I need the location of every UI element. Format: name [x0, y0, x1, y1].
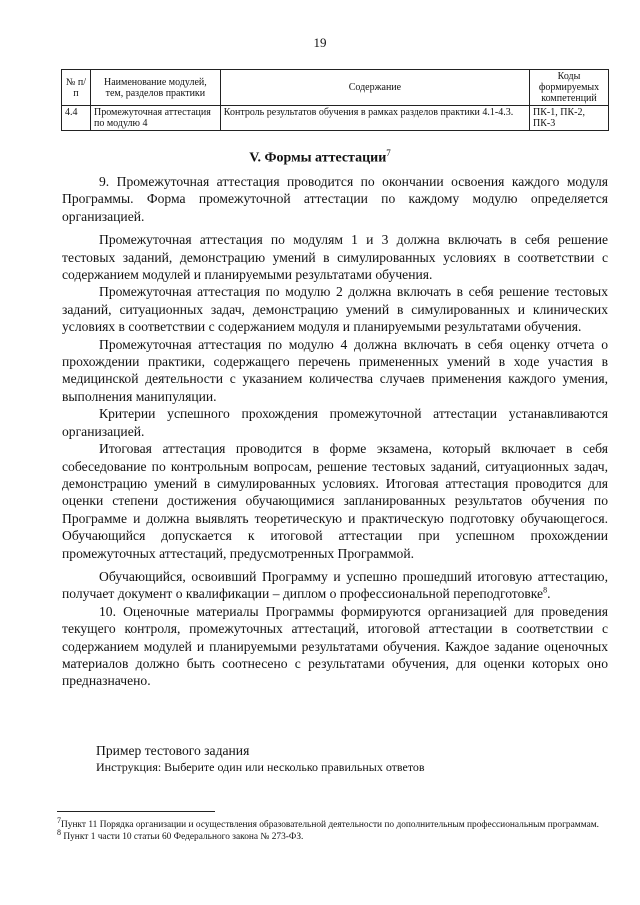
cell-competence-codes: ПК-1, ПК-2, ПК-3: [530, 106, 609, 131]
page-number: 19: [313, 35, 327, 50]
paragraph-modules-1-3: Промежуточная аттестация по модулям 1 и 3 должна включать в себя решение тестовых заданий, демонстрацию умений в симулированных условиях в соответствии с содержанием модулей и планируемыми результатами обучения.: [62, 232, 608, 283]
paragraph-9: 9. Промежуточная аттестация проводится по окончании освоения каждого модуля Программы. Форма промежуточной аттестации по каждому модулю определяется организацией.: [62, 174, 608, 224]
footnote-7-number: 7: [57, 815, 61, 825]
header-module: Наименование модулей, тем, разделов практики: [90, 70, 220, 106]
header-content: Содержание: [220, 70, 529, 106]
test-example: [96, 742, 425, 776]
footnote-8-text: Пункт 1 части 10 статьи 60 Федерального закона № 273-ФЗ.: [61, 832, 304, 842]
footnotes: [57, 815, 609, 843]
paragraph-diploma-text: Обучающийся, освоивший Программу и успешно прошедший итоговую аттестацию, получает документ о квалификации – диплом о профессиональной переподготовке: [62, 568, 608, 602]
table-row: [62, 106, 609, 131]
cell-number: 4.4: [62, 106, 91, 131]
paragraph-module-2: Промежуточная аттестация по модулю 2 должна включать в себя решение тестовых заданий, ситуационных задач, демонстрацию умений в симулированных и клинических условиях в соответствии с содержанием модуля и планируемыми результатами обучения.: [62, 284, 608, 335]
footnote-8: [57, 827, 609, 843]
cell-module: Промежуточная аттестация по модулю 4: [90, 106, 220, 131]
footnote-7: [57, 815, 609, 831]
curriculum-table: [61, 69, 609, 131]
header-competence-codes: Коды формируемых компетенций: [530, 70, 609, 106]
body-text: [62, 173, 608, 690]
paragraph-criteria: Критерии успешного прохождения промежуточной аттестации устанавливаются организацией.: [62, 406, 608, 439]
section-title-footnote-ref: 7: [386, 148, 391, 158]
section-title-text: V. Формы аттестации: [249, 150, 387, 166]
paragraph-10: 10. Оценочные материалы Программы формируются организацией для проведения текущего контроля, промежуточных аттестаций, итоговой аттестации в соответствии с содержанием модулей и планируемыми результатами обучения. Каждое задание оценочных материалов должно быть соотнесено с результатами обучения, для оценки которых оно предназначено.: [62, 603, 608, 689]
cell-content: Контроль результатов обучения в рамках разделов практики 4.1-4.3.: [220, 106, 529, 131]
paragraph-diploma-footnote-ref: 8: [543, 585, 548, 595]
test-example-instruction: Инструкция: Выберите один или несколько правильных ответов: [96, 760, 425, 774]
paragraph-diploma-end: .: [547, 586, 551, 602]
header-number: № п/п: [62, 70, 91, 106]
footnote-divider: [57, 811, 215, 812]
paragraph-module-4: Промежуточная аттестация по модулю 4 должна включать в себя оценку отчета о прохождении практики, содержащего перечень примененных умений в ходе участия в медицинской деятельности с указанием количества случаев применения каждого умения, выполнения манипуляции.: [62, 336, 608, 404]
footnote-8-number: 8: [57, 827, 61, 837]
table-header-row: [62, 70, 609, 106]
paragraph-diploma: [62, 568, 608, 603]
footnote-7-text: Пункт 11 Порядка организации и осуществления образовательной деятельности по дополнительным профессиональным программам.: [61, 820, 600, 830]
paragraph-final-attestation: Итоговая аттестация проводится в форме экзамена, который включает в себя собеседование по контрольным вопросам, решение тестовых заданий, ситуационных задач, демонстрацию умений в симулированных условиях. Итоговая аттестация проводится для оценки степени достижения обучающимися запланированных результатов обучения по Программе и должна выявлять теоретическую и практическую подготовку обучающегося. Обучающийся допускается к итоговой аттестации при успешном прохождении промежуточных аттестаций, предусмотренных Программой.: [62, 441, 608, 561]
section-title: [0, 148, 640, 167]
test-example-title: Пример тестового задания: [96, 743, 250, 758]
